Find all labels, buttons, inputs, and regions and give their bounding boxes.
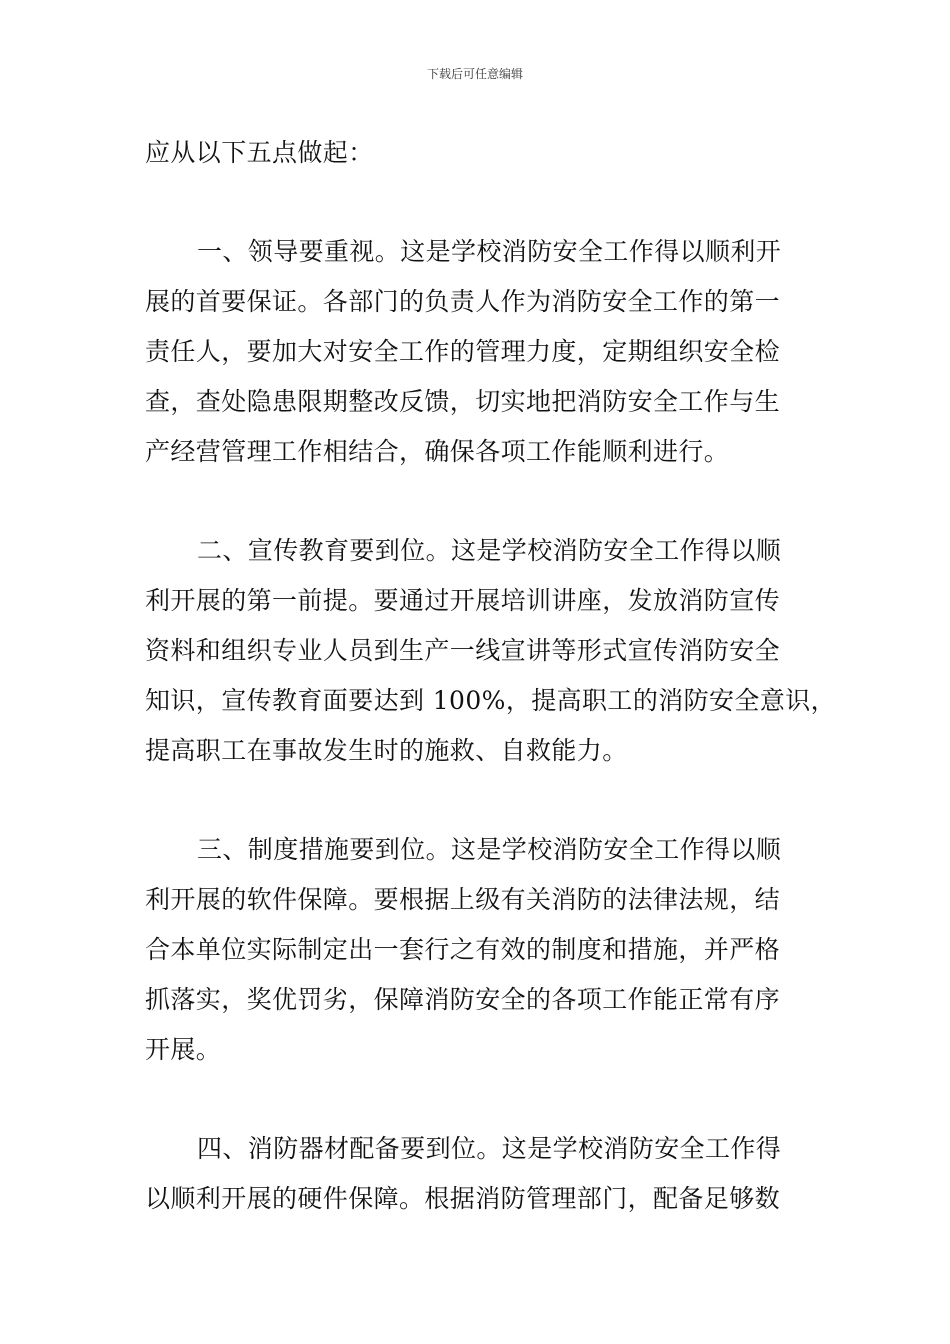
document-body [145, 128, 837, 1224]
paragraph-gap [145, 1075, 825, 1124]
paragraph-4 [145, 1124, 825, 1224]
paragraph-2 [145, 526, 837, 776]
paragraph-line: 利开展的第一前提。要通过开展培训讲座，发放消防宣传 [145, 586, 781, 615]
paragraph-line: 展的首要保证。各部门的负责人作为消防安全工作的第一 [145, 287, 781, 316]
paragraph-line: 提高职工在事故发生时的施救、自救能力。 [145, 736, 628, 765]
paragraph-line: 抓落实，奖优罚劣，保障消防安全的各项工作能正常有序 [145, 985, 781, 1014]
paragraph-line: 二、宣传教育要到位。这是学校消防安全工作得以顺 [197, 536, 782, 565]
paragraph-line: 合本单位实际制定出一套行之有效的制度和措施，并严格 [145, 935, 781, 964]
paragraph-line: 资料和组织专业人员到生产一线宣讲等形式宣传消防安全 [145, 636, 781, 665]
paragraph-gap [145, 178, 825, 227]
paragraph-gap [145, 776, 825, 825]
header-note: 下载后可任意编辑 [426, 67, 523, 81]
paragraph-line: 利开展的软件保障。要根据上级有关消防的法律法规，结 [145, 885, 781, 914]
paragraph-line: 三、制度措施要到位。这是学校消防安全工作得以顺 [197, 835, 782, 864]
paragraph-line: 开展。 [145, 1035, 222, 1064]
paragraph-line: 一、领导要重视。这是学校消防安全工作得以顺利开 [197, 237, 782, 266]
paragraph-line: 产经营管理工作相结合，确保各项工作能顺利进行。 [145, 437, 730, 466]
paragraph-1 [145, 227, 825, 477]
paragraph-line: 查，查处隐患限期整改反馈，切实地把消防安全工作与生 [145, 387, 781, 416]
paragraph-gap [145, 477, 825, 526]
paragraph-line: 四、消防器材配备要到位。这是学校消防安全工作得 [197, 1134, 782, 1163]
paragraph-line: 责任人，要加大对安全工作的管理力度，定期组织安全检 [145, 337, 781, 366]
paragraph-3 [145, 825, 825, 1075]
paragraph-line: 知识，宣传教育面要达到 100%，提高职工的消防安全意识， [145, 686, 837, 715]
intro-line: 应从以下五点做起： [145, 138, 374, 167]
paragraph-line: 以顺利开展的硬件保障。根据消防管理部门，配备足够数 [145, 1184, 781, 1213]
